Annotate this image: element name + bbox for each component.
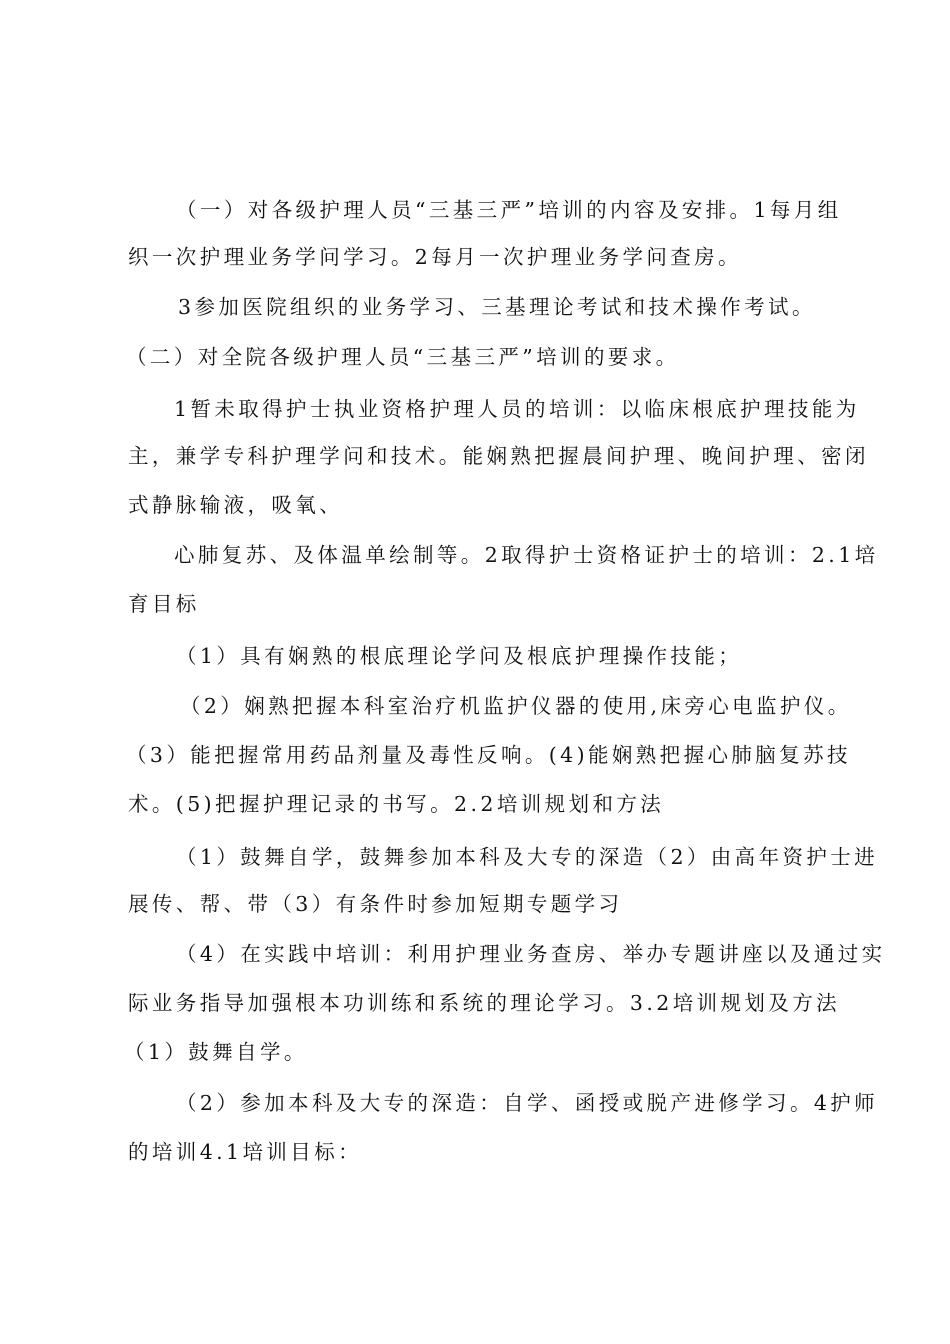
text-line-18: （1）鼓舞自学。	[124, 1040, 308, 1064]
text-line-20: 的培训4.1培训目标：	[128, 1140, 363, 1164]
text-line-13: 术。(5)把握护理记录的书写。2.2培训规划和方法	[128, 792, 665, 816]
text-line-16: （4）在实践中培训：利用护理业务查房、举办专题讲座以及通过实	[176, 942, 886, 966]
text-line-6: 主，兼学专科护理学问和技术。能娴熟把握晨间护理、晚间护理、密闭	[128, 444, 869, 468]
text-line-10: （1）具有娴熟的根底理论学问及根底护理操作技能；	[176, 644, 743, 668]
text-line-15: 展传、帮、带（3）有条件时参加短期专题学习	[128, 892, 623, 916]
text-line-3: 3参加医院组织的业务学习、三基理论考试和技术操作考试。	[178, 295, 816, 319]
text-line-2: 织一次护理业务学问学习。2每月一次护理业务学问查房。	[128, 245, 742, 269]
text-line-1: （一）对各级护理人员“三基三严”培训的内容及安排。1每月组	[176, 198, 842, 222]
text-line-9: 育目标	[128, 592, 200, 616]
text-line-17: 际业务指导加强根本功训练和系统的理论学习。3.2培训规划及方法	[128, 991, 840, 1015]
text-line-12: （3）能把握常用药品剂量及毒性反响。(4)能娴熟把握心肺脑复苏技	[126, 743, 851, 767]
text-line-7: 式静脉输液，吸氧、	[128, 493, 344, 517]
text-line-4: （二）对全院各级护理人员“三基三严”培训的要求。	[126, 345, 680, 369]
text-line-8: 心肺复苏、及体温单绘制等。2取得护士资格证护士的培训：2.1培	[174, 543, 879, 567]
text-line-19: （2）参加本科及大专的深造：自学、函授或脱产进修学习。4护师	[176, 1091, 879, 1115]
text-line-5: 1暂未取得护士执业资格护理人员的培训：以临床根底护理技能为	[174, 397, 860, 421]
text-line-14: （1）鼓舞自学，鼓舞参加本科及大专的深造（2）由高年资护士进	[176, 845, 879, 869]
text-line-11: （2）娴熟把握本科室治疗机监护仪器的使用,床旁心电监护仪。	[180, 694, 852, 718]
